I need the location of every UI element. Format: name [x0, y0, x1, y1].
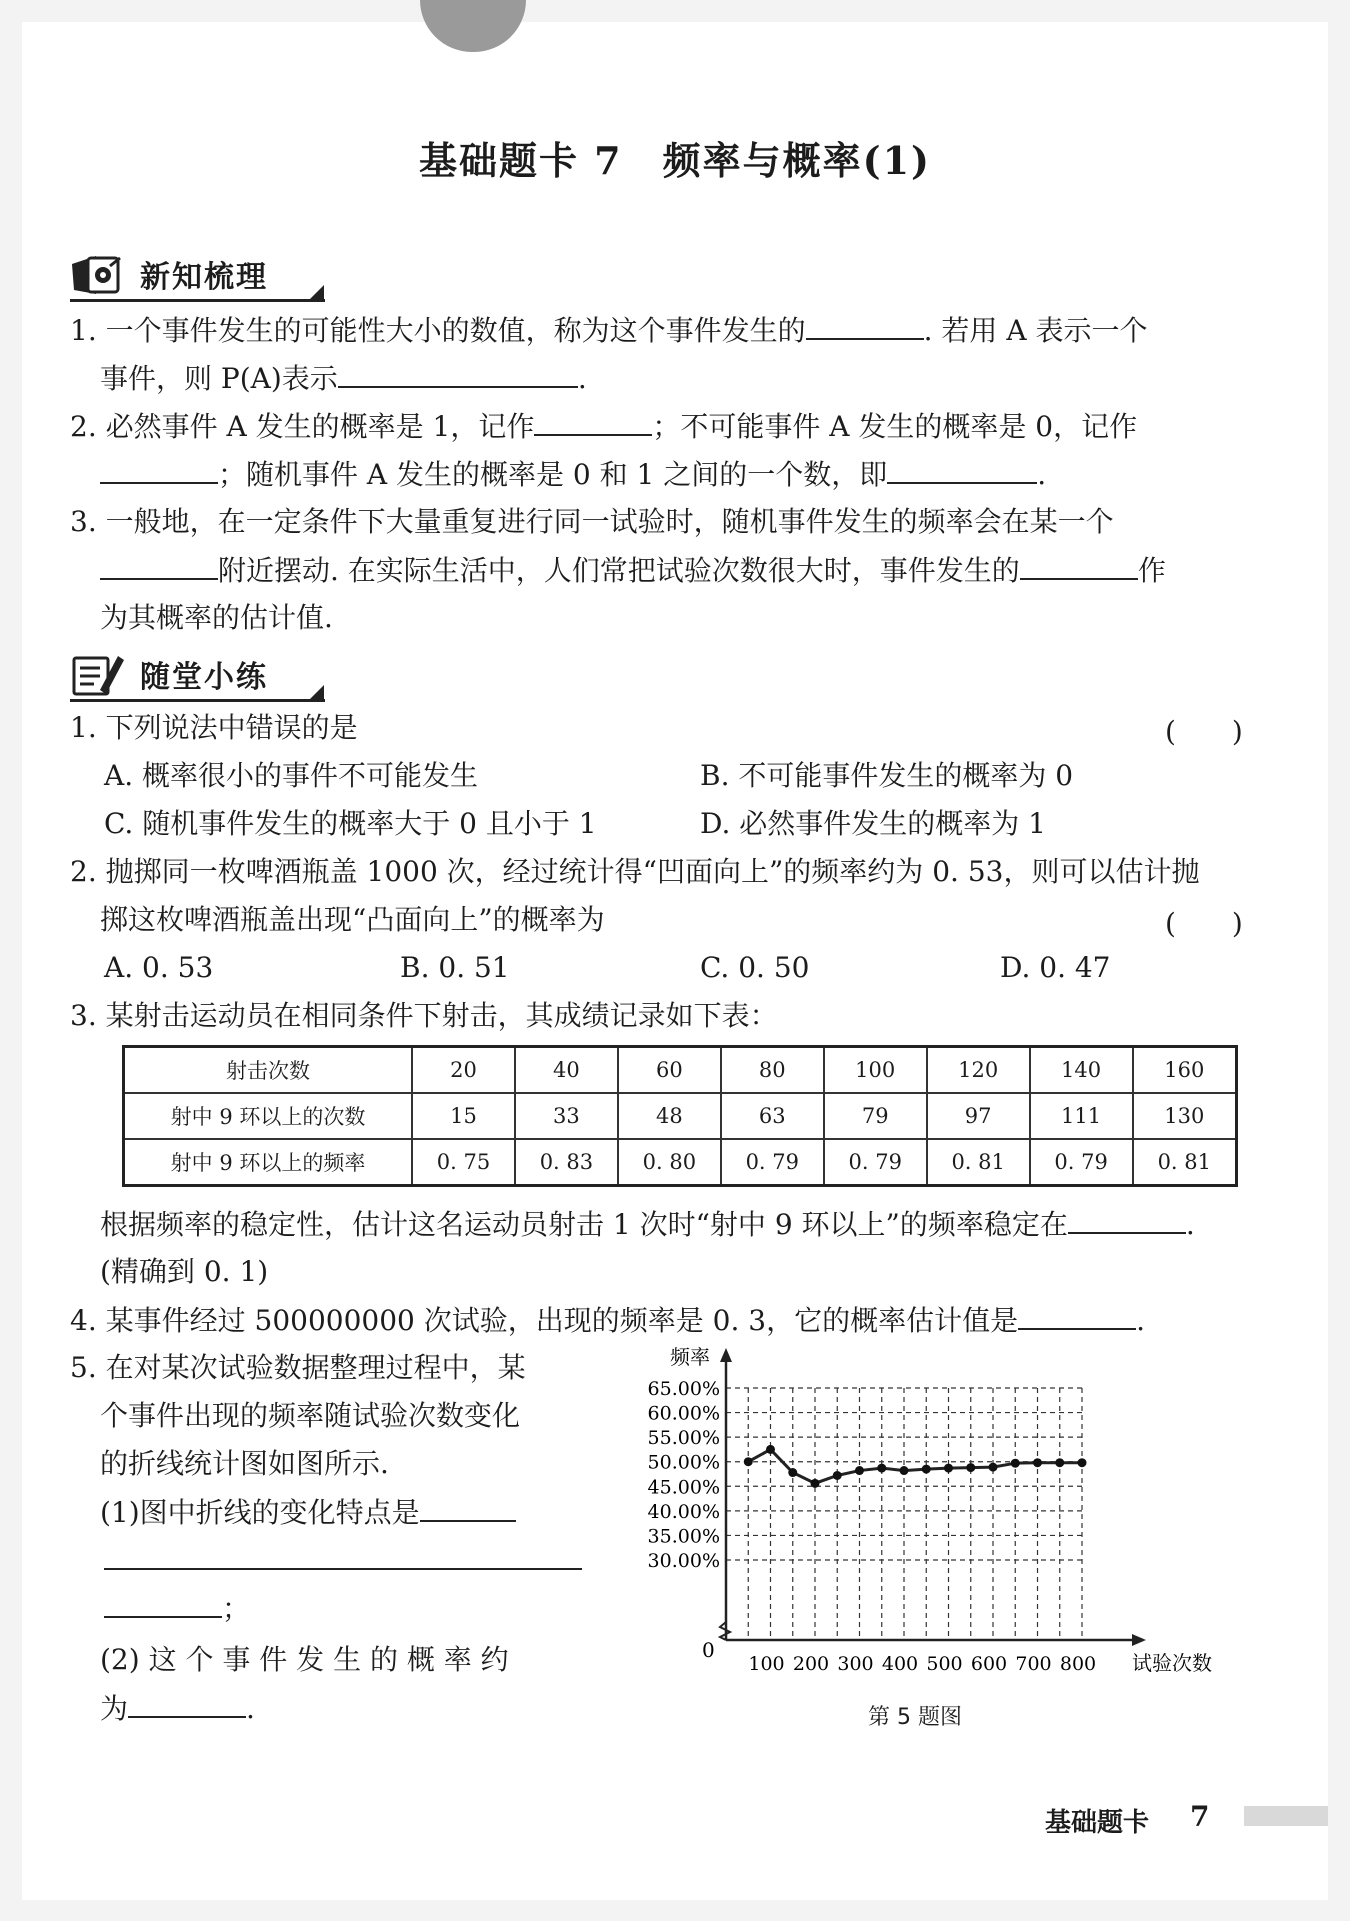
footer-bar	[1244, 1806, 1328, 1826]
answer-blank[interactable]	[100, 456, 218, 484]
p5-line1: 5. 在对某次试验数据整理过程中，某	[70, 1351, 526, 1384]
data-point	[877, 1464, 886, 1473]
y-tick-label: 45.00%	[647, 1476, 720, 1499]
p3-stem: 3. 某射击运动员在相同条件下射击，其成绩记录如下表：	[70, 999, 778, 1032]
notebook-pin-icon	[70, 250, 126, 298]
section-triangle	[310, 685, 324, 699]
table-cell: 80	[721, 1047, 824, 1094]
data-point	[900, 1466, 909, 1475]
x-axis-label: 试验次数	[1132, 1651, 1212, 1675]
y-tick-label: 65.00%	[647, 1378, 720, 1400]
y-tick-label: 40.00%	[647, 1500, 720, 1523]
table-header-cell: 射击次数	[124, 1047, 413, 1094]
data-point	[788, 1468, 797, 1477]
x-axis-arrow	[1132, 1634, 1146, 1646]
p3-after-line2: (精确到 0. 1)	[100, 1255, 269, 1288]
frequency-line-chart	[630, 1340, 1230, 1695]
p1-option-c[interactable]: C. 随机事件发生的概率大于 0 且小于 1	[104, 807, 597, 840]
table-cell: 79	[824, 1093, 927, 1139]
s1-q2-line2: ；随机事件 A 发生的概率是 0 和 1 之间的一个数，即 .	[100, 456, 1046, 493]
data-point	[944, 1464, 953, 1473]
answer-blank[interactable]	[338, 360, 578, 388]
section-underline	[70, 699, 325, 702]
table-header-cell: 射中 9 环以上的频率	[124, 1139, 413, 1186]
table-cell: 15	[412, 1093, 515, 1139]
answer-blank[interactable]	[534, 408, 652, 436]
data-point	[811, 1479, 820, 1488]
x-tick-label: 100	[748, 1653, 785, 1675]
answer-blank[interactable]	[806, 312, 924, 340]
section-header-new-knowledge	[70, 250, 268, 298]
table-cell: 0. 80	[618, 1139, 721, 1186]
table-cell: 140	[1030, 1047, 1133, 1094]
p5-line5	[104, 1542, 582, 1579]
p2-option-a[interactable]: A. 0. 53	[104, 951, 214, 984]
page-number: 7	[1190, 1800, 1210, 1833]
y-tick-label: 60.00%	[647, 1402, 720, 1425]
origin-label: 0	[702, 1638, 715, 1662]
series-points	[744, 1445, 1087, 1488]
table-cell: 40	[515, 1047, 618, 1094]
p2-stem-line1: 2. 抛掷同一枚啤酒瓶盖 1000 次，经过统计得“凹面向上”的频率约为 0. 53，则可以估计抛	[70, 855, 1200, 888]
p5-line3: 的折线统计图如图所示.	[100, 1447, 389, 1480]
p2-stem-line2: 掷这枚啤酒瓶盖出现“凸面向上”的概率为	[100, 903, 605, 936]
data-point	[766, 1445, 775, 1454]
shooting-score-table	[122, 1045, 1238, 1187]
p2-option-d[interactable]: D. 0. 47	[1000, 951, 1111, 984]
x-tick-label: 200	[792, 1653, 830, 1675]
p2-option-b[interactable]: B. 0. 51	[400, 951, 510, 984]
s1-q3-line1: 3. 一般地，在一定条件下大量重复进行同一试验时，随机事件发生的频率会在某一个	[70, 505, 1114, 538]
data-point	[833, 1471, 842, 1480]
data-point	[1078, 1458, 1087, 1467]
data-point	[1033, 1458, 1042, 1467]
table-row	[124, 1047, 1237, 1094]
p3-after-line1: 根据频率的稳定性，估计这名运动员射击 1 次时“射中 9 环以上”的频率稳定在 .	[100, 1208, 1195, 1241]
series-line	[748, 1449, 1082, 1483]
data-point	[744, 1457, 753, 1466]
table-cell: 97	[927, 1093, 1030, 1139]
p5-line2: 个事件出现的频率随试验次数变化	[100, 1399, 521, 1432]
x-tick-label: 800	[1059, 1653, 1097, 1675]
y-tick-labels	[648, 1378, 720, 1572]
data-point	[1055, 1458, 1064, 1467]
x-tick-label: 500	[926, 1653, 963, 1675]
table-cell: 120	[927, 1047, 1030, 1094]
table-cell: 0. 79	[824, 1139, 927, 1186]
table-cell: 0. 83	[515, 1139, 618, 1186]
table-cell: 0. 75	[412, 1139, 515, 1186]
answer-blank[interactable]	[1020, 552, 1138, 580]
answer-blank[interactable]	[1068, 1206, 1186, 1234]
table-cell: 100	[824, 1047, 927, 1094]
y-tick-label: 55.00%	[647, 1427, 720, 1450]
table-cell: 0. 79	[721, 1139, 824, 1186]
section-triangle	[310, 285, 324, 299]
table-cell: 0. 79	[1030, 1139, 1133, 1186]
table-cell: 160	[1133, 1047, 1237, 1094]
s1-q2-line1: 2. 必然事件 A 发生的概率是 1，记作 ；不可能事件 A 发生的概率是 0，记作	[70, 410, 1138, 443]
p1-option-b[interactable]: B. 不可能事件发生的概率为 0	[700, 759, 1074, 792]
p4-stem: 4. 某事件经过 500000000 次试验，出现的频率是 0. 3，它的概率估计值是 .	[70, 1304, 1145, 1337]
table-cell: 130	[1133, 1093, 1237, 1139]
data-point	[966, 1463, 975, 1472]
pencil-notepad-icon	[70, 650, 126, 698]
s1-q3-line2: 附近摆动. 在实际生活中，人们常把试验次数很大时，事件发生的 作	[100, 552, 1166, 589]
footer-label: 基础题卡	[1045, 1808, 1150, 1838]
y-axis-label: 频率	[670, 1345, 710, 1369]
x-tick-label: 700	[1015, 1653, 1052, 1675]
section-label: 新知梳理	[140, 260, 268, 295]
answer-blank[interactable]	[100, 552, 218, 580]
p1-option-d[interactable]: D. 必然事件发生的概率为 1	[700, 807, 1046, 840]
answer-blank[interactable]	[887, 456, 1037, 484]
answer-blank[interactable]	[420, 1494, 516, 1522]
answer-blank[interactable]	[1018, 1302, 1136, 1330]
y-axis-arrow	[720, 1348, 732, 1362]
y-tick-label: 35.00%	[647, 1525, 720, 1548]
p1-option-a[interactable]: A. 概率很小的事件不可能发生	[104, 759, 479, 792]
p5-line7: (2) 这 个 事 件 发 生 的 概 率 约	[100, 1643, 509, 1676]
y-tick-label: 30.00%	[647, 1550, 720, 1572]
section-label: 随堂小练	[140, 660, 268, 695]
answer-paren[interactable]: ( )	[1165, 715, 1243, 748]
table-row	[124, 1139, 1237, 1186]
table-cell: 111	[1030, 1093, 1133, 1139]
x-tick-label: 300	[837, 1653, 874, 1675]
data-point	[989, 1463, 998, 1472]
section-underline	[70, 299, 325, 302]
s1-q1-line1: 1. 一个事件发生的可能性大小的数值，称为这个事件发生的 . 若用 A 表示一个	[70, 314, 1148, 347]
x-tick-labels	[748, 1653, 1096, 1675]
s1-q1-line2: 事件，则 P(A)表示 .	[100, 362, 587, 395]
data-point	[855, 1466, 864, 1475]
answer-blank[interactable]	[128, 1690, 246, 1718]
table-cell: 33	[515, 1093, 618, 1139]
table-header-cell: 射中 9 环以上的次数	[124, 1093, 413, 1139]
x-tick-label: 600	[970, 1653, 1008, 1675]
p2-option-c[interactable]: C. 0. 50	[700, 951, 810, 984]
table-cell: 20	[412, 1047, 515, 1094]
table-cell: 0. 81	[927, 1139, 1030, 1186]
section-header-practice	[70, 650, 268, 698]
p5-line4: (1)图中折线的变化特点是	[100, 1494, 516, 1531]
y-tick-label: 50.00%	[647, 1451, 720, 1474]
chart-grid	[726, 1388, 1082, 1640]
p5-line8: 为 .	[100, 1692, 255, 1725]
figure-caption: 第 5 题图	[868, 1705, 962, 1730]
table-cell: 0. 81	[1133, 1139, 1237, 1186]
answer-paren[interactable]: ( )	[1165, 907, 1243, 940]
s1-q3-line3: 为其概率的估计值.	[100, 601, 333, 634]
data-point	[1011, 1459, 1020, 1468]
table-cell: 63	[721, 1093, 824, 1139]
p5-line6: ；	[104, 1590, 250, 1627]
answer-blank[interactable]	[104, 1542, 582, 1570]
table-row	[124, 1093, 1237, 1139]
p1-stem: 1. 下列说法中错误的是	[70, 711, 358, 744]
x-tick-label: 400	[881, 1653, 919, 1675]
data-point	[922, 1465, 931, 1474]
answer-blank[interactable]	[104, 1590, 222, 1618]
table-cell: 60	[618, 1047, 721, 1094]
page-title: 基础题卡 7 频率与概率(1)	[418, 138, 932, 183]
table-cell: 48	[618, 1093, 721, 1139]
